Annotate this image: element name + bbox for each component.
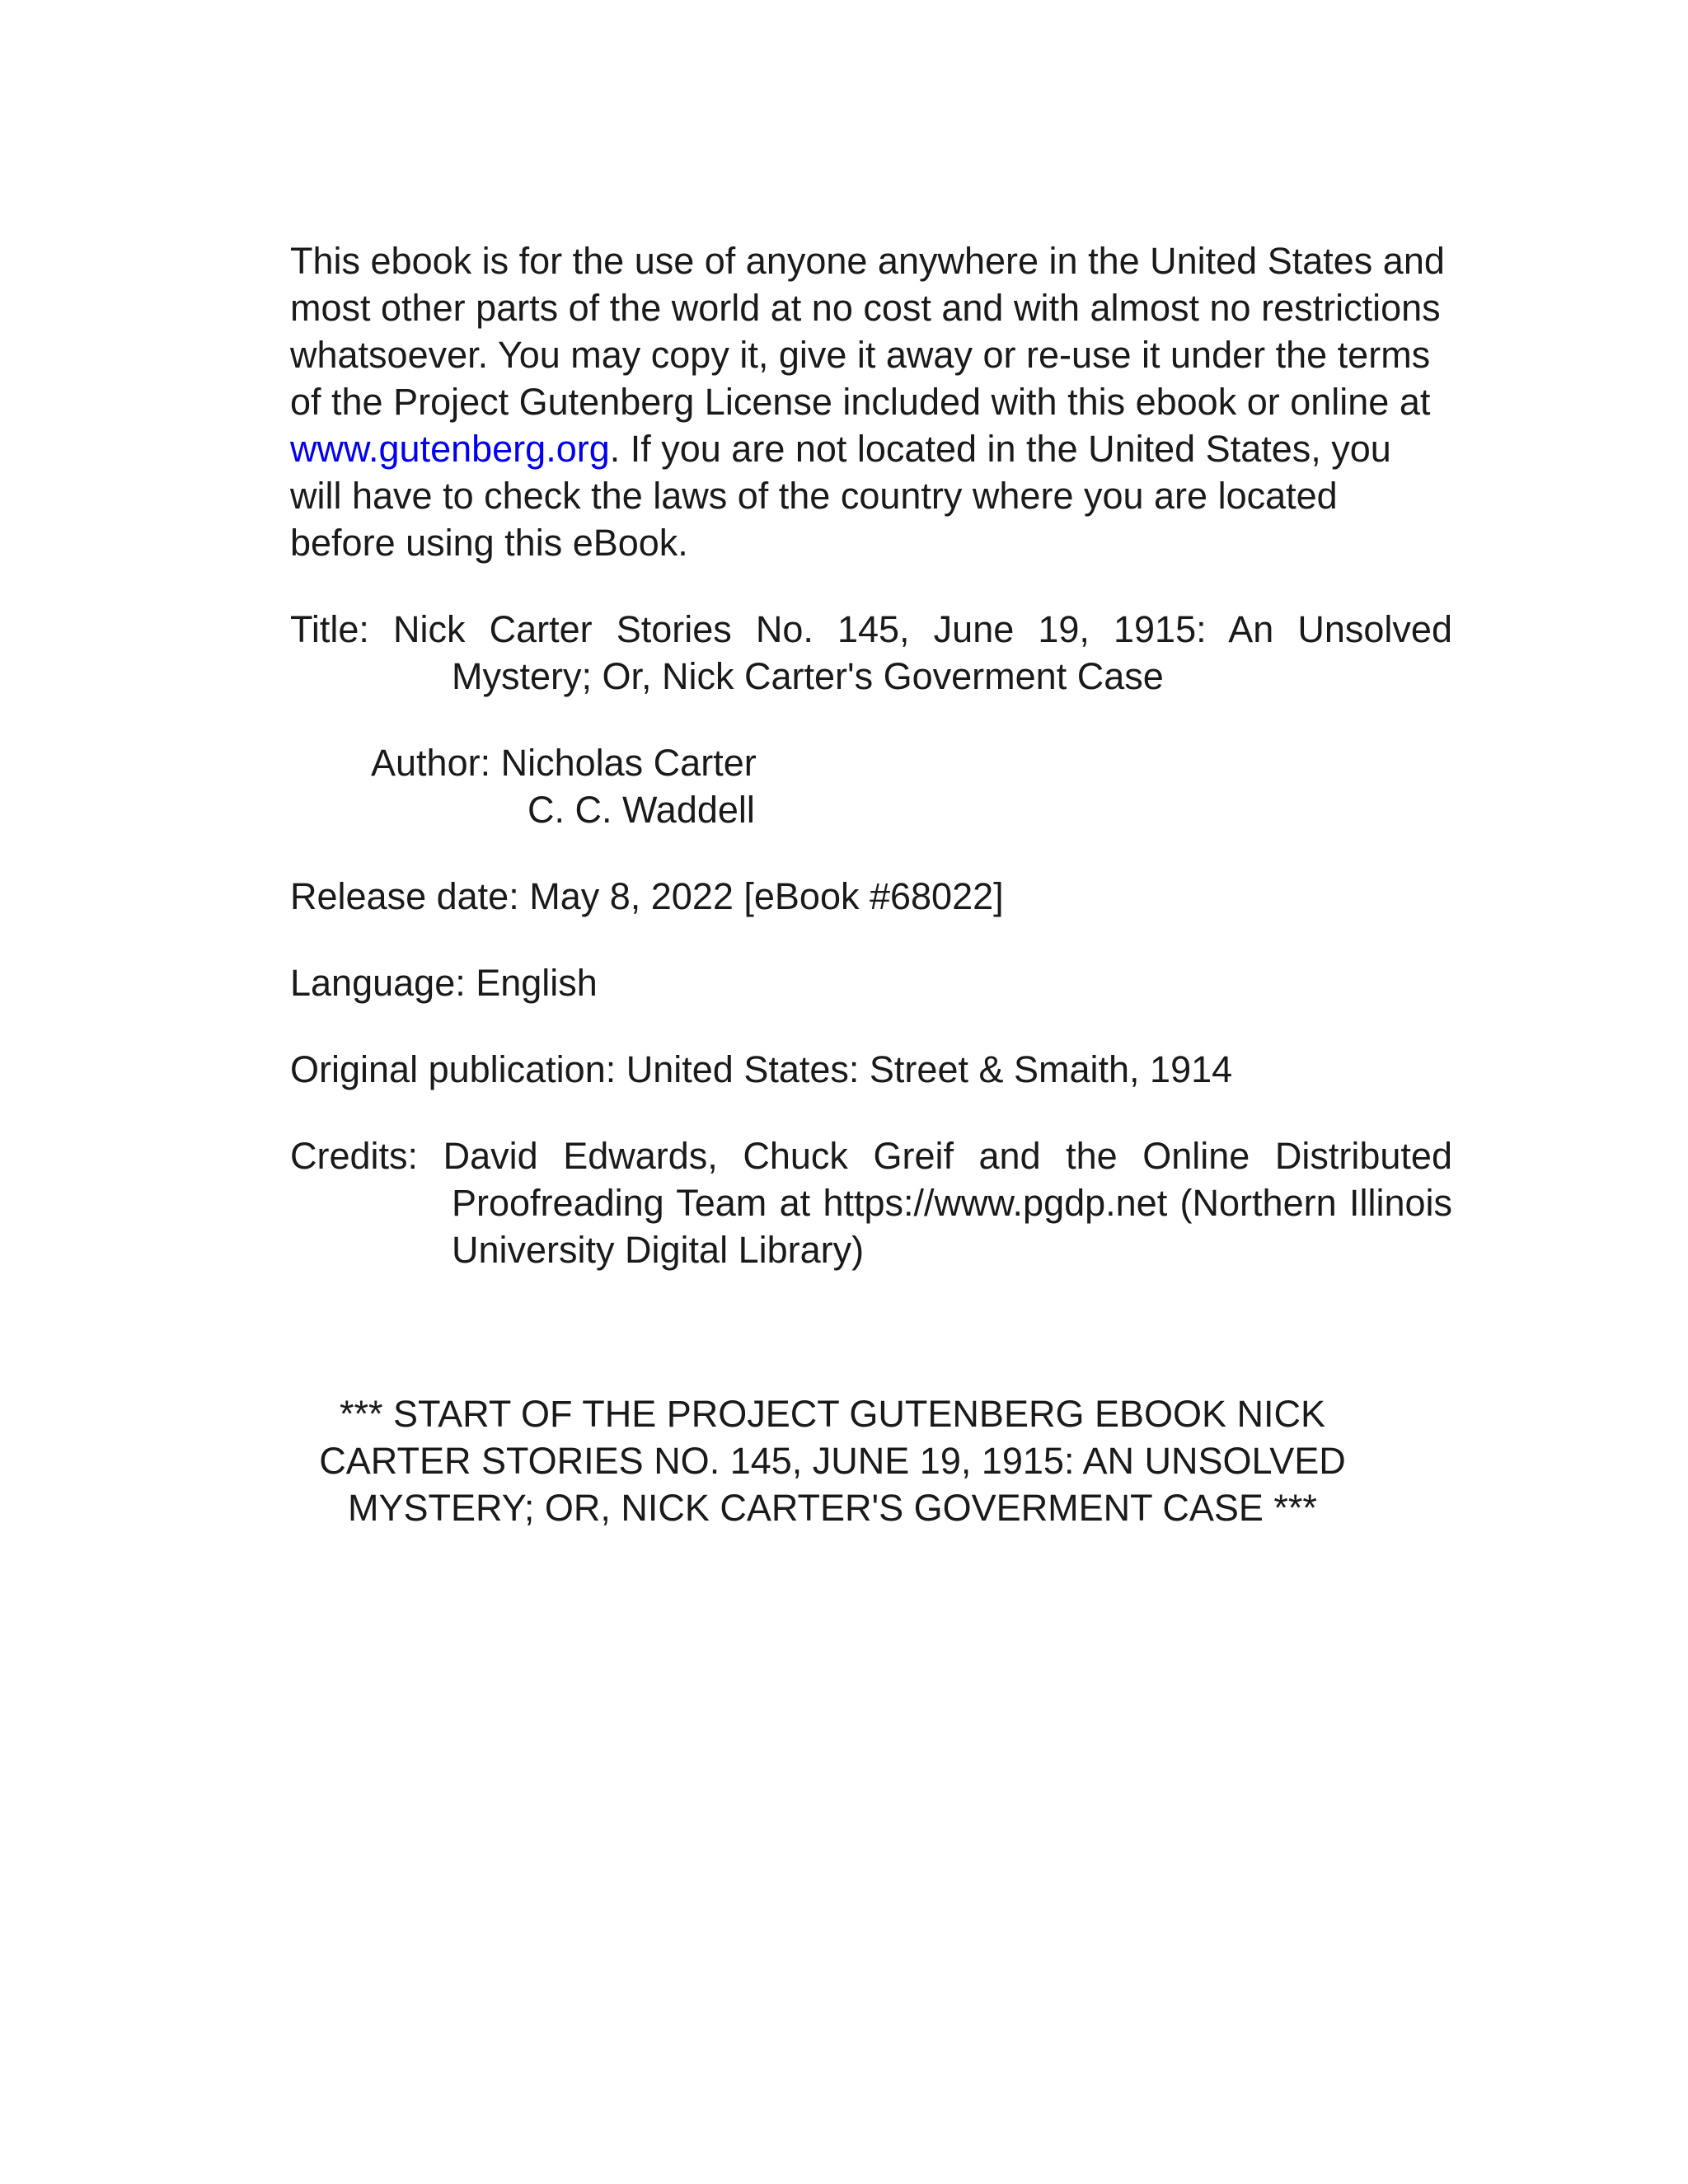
start-marker-line-2: CARTER STORIES NO. 145, JUNE 19, 1915: AN UNSOLVED xyxy=(319,1440,1346,1482)
language-value: English xyxy=(476,962,598,1004)
language-row xyxy=(290,959,1452,1006)
author-row xyxy=(290,739,1452,833)
author-label: Author: xyxy=(371,742,491,784)
start-marker-line-1: *** START OF THE PROJECT GUTENBERG EBOOK NICK xyxy=(339,1393,1326,1435)
original-publication-value: United States: Street & Smaith, 1914 xyxy=(626,1048,1233,1090)
author-first-line xyxy=(371,739,1452,786)
author-name-primary: Nicholas Carter xyxy=(500,742,757,784)
author-name-secondary: C. C. Waddell xyxy=(528,789,755,831)
original-publication-row xyxy=(290,1046,1452,1093)
start-of-ebook-marker xyxy=(256,1390,1409,1531)
original-publication-label: Original publication: xyxy=(290,1048,617,1090)
release-row xyxy=(290,873,1452,920)
credits-row xyxy=(290,1132,1452,1273)
title-value: Nick Carter Stories No. 145, June 19, 1915: An Unsolved Mystery; Or, Nick Carter's Goverment Case xyxy=(392,608,1452,697)
release-value: May 8, 2022 [eBook #68022] xyxy=(529,875,1004,917)
credits-value: David Edwards, Chuck Greif and the Online Distributed Proofreading Team at https://www.pgdp.net (Northern Illinois University Digital Library) xyxy=(443,1135,1452,1271)
ebook-front-matter xyxy=(290,237,1452,1273)
gutenberg-link[interactable]: www.gutenberg.org xyxy=(290,428,610,470)
license-text-end: . If you are not located in the United States, you will have to check the laws of the country where you are located before using this eBook. xyxy=(290,428,1391,564)
title-label: Title: xyxy=(290,608,369,650)
title-row xyxy=(290,606,1452,700)
language-label: Language: xyxy=(290,962,466,1004)
start-marker-line-3: MYSTERY; OR, NICK CARTER'S GOVERMENT CASE *** xyxy=(348,1487,1317,1529)
license-text-start: This ebook is for the use of anyone anywhere in the United States and most other parts of the world at no cost and with almost no restrictions whatsoever. You may copy it, give it away or re-use it under the terms of the Project Gutenberg License included with this ebook or online at xyxy=(290,240,1445,423)
credits-label: Credits: xyxy=(290,1135,419,1177)
release-label: Release date: xyxy=(290,875,519,917)
license-paragraph xyxy=(290,237,1452,566)
